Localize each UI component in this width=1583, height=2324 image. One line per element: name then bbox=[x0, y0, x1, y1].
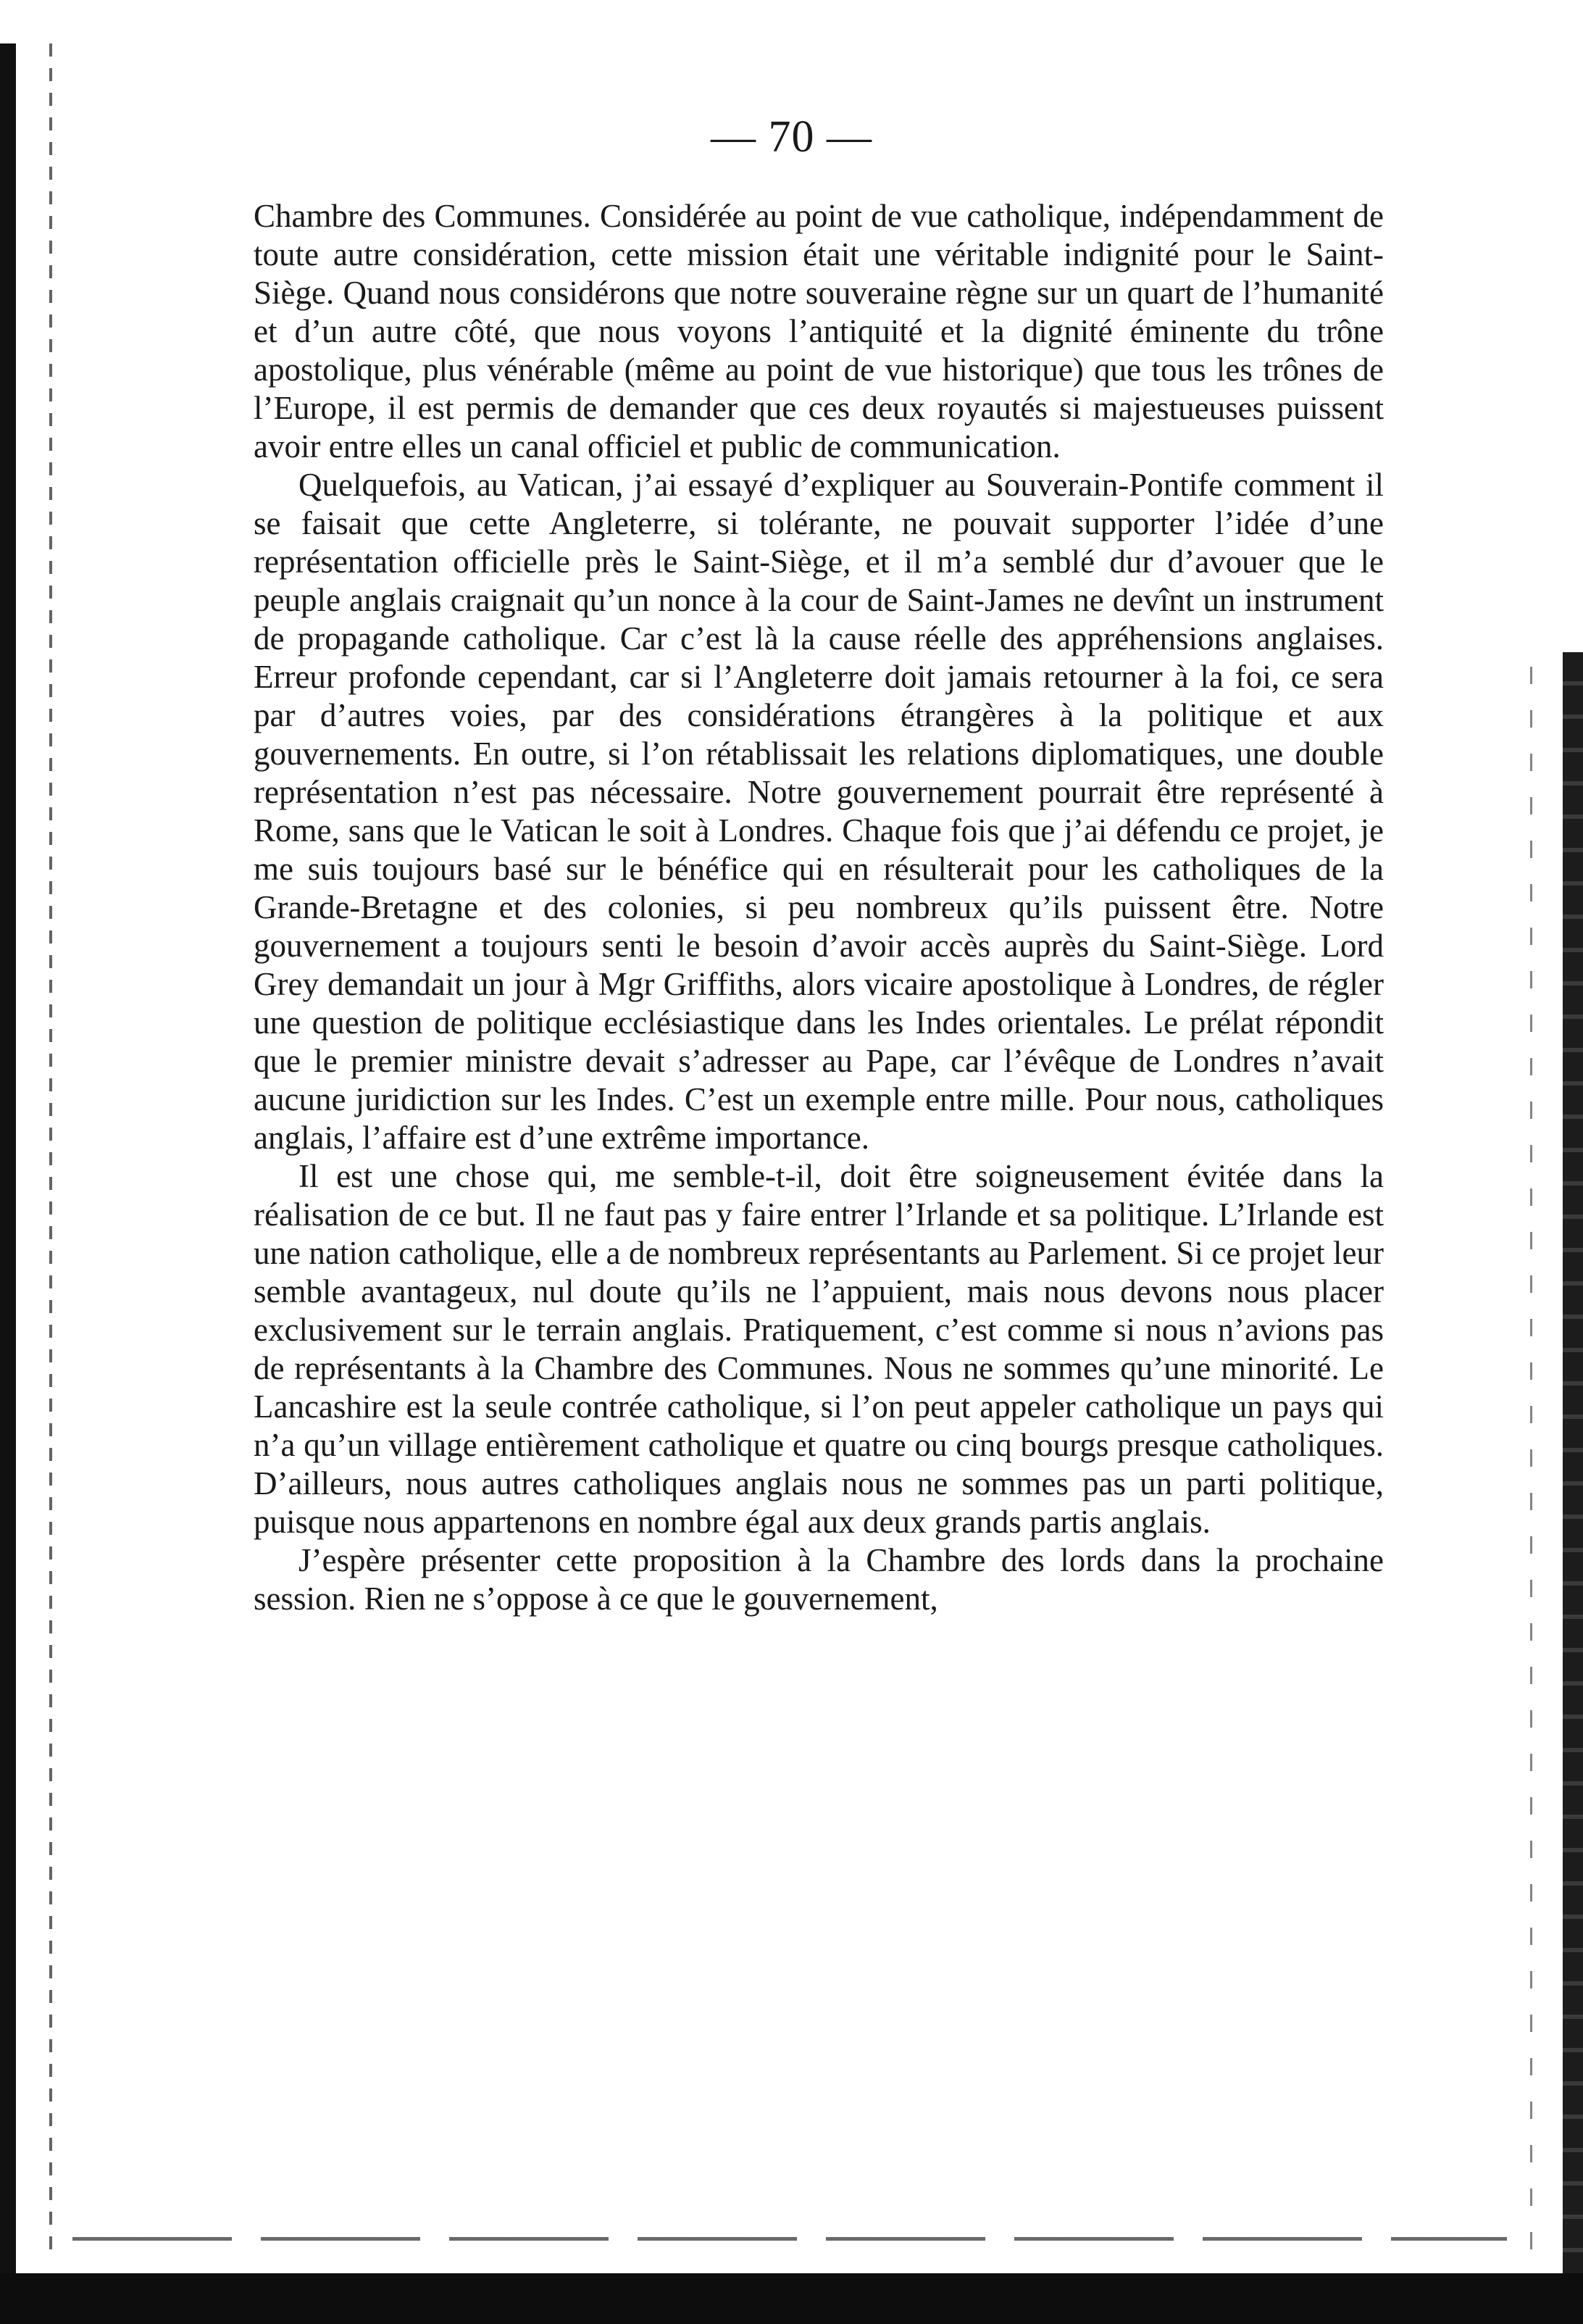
scan-border-bottom bbox=[0, 2273, 1583, 2324]
scan-artifact-left bbox=[49, 43, 52, 2261]
paragraph: J’espère présenter cette proposition à la Chambre des lords dans la prochaine session. Rien ne s’oppose à ce que le gouvernement, bbox=[254, 1542, 1384, 1617]
scan-border-left bbox=[0, 43, 16, 2324]
page-number: — 70 — bbox=[711, 112, 872, 162]
scan-artifact-right bbox=[1530, 667, 1532, 2261]
paragraph: Chambre des Communes. Considérée au point de vue catholique, indépendamment de toute autre considération, cette mission était une véritable indignité pour le Saint-Siège. Quand nous considérons que notre souveraine règne sur un quart de l’humanité et d’un autre côté, que nous voyons l’antiquité et la dignité éminente du trône apostolique, plus vénérable (même au point de vue historique) que tous les trônes de l’Europe, il est permis de demander que ces deux royautés si majestueuses puissent avoir entre elles un canal officiel et public de communication. bbox=[254, 198, 1384, 465]
scan-border-right bbox=[1563, 652, 1583, 2324]
paragraph: Quelquefois, au Vatican, j’ai essayé d’expliquer au Souverain-Pontife comment il se faisait que cette Angleterre, si tolérante, ne pouvait supporter l’idée d’une représentation officielle près le Saint-Siège, et il m’a semblé dur d’avouer que le peuple anglais craignait qu’un nonce à la cour de Saint-James ne devînt un instrument de propagande catholique. Car c’est là la cause réelle des appréhensions anglaises. Erreur profonde cependant, car si l’Angleterre doit jamais retourner à la foi, ce sera par d’autres voies, par des considérations étrangères à la politique et aux gouvernements. En outre, si l’on rétablissait les relations diplomatiques, une double représentation n’est pas nécessaire. Notre gouvernement pourrait être représenté à Rome, sans que le Vatican le soit à Londres. Chaque fois que j’ai défendu ce projet, je me suis toujours basé sur le bénéfice qui en résulterait pour les catholiques de la Grande-Bretagne et des colonies, si peu nombreux qu’ils puissent être. Notre gouvernement a toujours senti le besoin d’avoir accès auprès du Saint-Siège. Lord Grey demandait un jour à Mgr Griffiths, alors vicaire apostolique à Londres, de régler une question de politique ecclésiastique dans les Indes orientales. Le prélat répondit que le premier ministre devait s’adresser au Pape, car l’évêque de Londres n’avait aucune juridiction sur les Indes. C’est un exemple entre mille. Pour nous, catholiques anglais, l’affaire est d’une extrême importance. bbox=[254, 467, 1384, 1156]
scan-artifact-bottom-line bbox=[72, 2237, 1507, 2241]
body-text bbox=[254, 197, 1384, 1618]
paragraph: Il est une chose qui, me semble-t-il, doit être soigneusement évitée dans la réalisation de ce but. Il ne faut pas y faire entrer l’Irlande et sa politique. L’Irlande est une nation catholique, elle a de nombreux représentants au Parlement. Si ce projet leur semble avantageux, nul doute qu’ils ne l’appuient, mais nous devons nous placer exclusivement sur le terrain anglais. Pratiquement, c’est comme si nous n’avions pas de représentants à la Chambre des Communes. Nous ne sommes qu’une minorité. Le Lancashire est la seule contrée catholique, si l’on peut appeler catholique un pays qui n’a qu’un village entièrement catholique et quatre ou cinq bourgs presque catholiques. D’ailleurs, nous autres catholiques anglais nous ne sommes pas un parti politique, puisque nous appartenons en nombre égal aux deux grands partis anglais. bbox=[254, 1158, 1384, 1540]
